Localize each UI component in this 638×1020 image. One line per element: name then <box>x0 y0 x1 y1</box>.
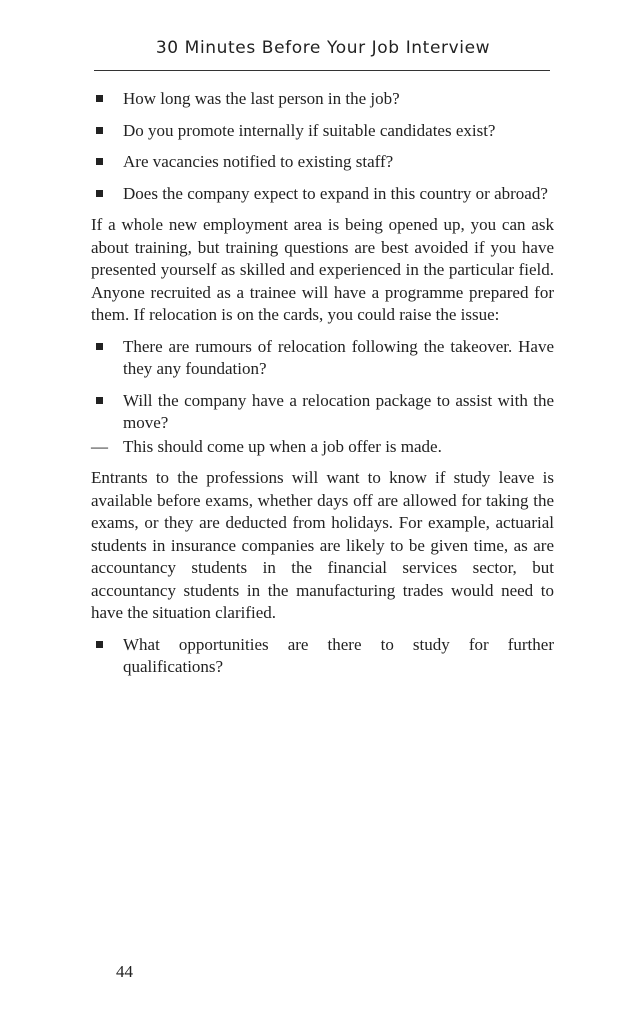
square-bullet-icon <box>91 336 123 358</box>
list-item-text: Does the company expect to expand in this country or abroad? <box>123 183 548 203</box>
list-item <box>91 88 554 111</box>
square-bullet-icon <box>91 183 123 205</box>
list-item <box>91 336 554 381</box>
square-bullet-icon <box>91 151 123 173</box>
em-dash-mark: — <box>91 436 108 456</box>
square-bullet-icon <box>91 120 123 142</box>
square-bullet-icon <box>91 634 123 656</box>
paragraph-study-leave: Entrants to the professions will want to know if study leave is available before exams, whether days off are allowed for taking the exams, or they are deducted from holidays. For example, actuarial students in insurance companies are likely to be given time, as are accountancy students in the financial services sector, but accountancy students in the manufacturing trades would need to have the situation clarified. <box>91 468 554 622</box>
list-item <box>91 151 554 174</box>
square-bullet-icon <box>91 88 123 110</box>
header-rule <box>94 70 550 71</box>
list-item-text: There are rumours of relocation following the takeover. Have they any foundation? <box>123 336 554 378</box>
list-item <box>91 390 554 435</box>
list-item-text: Will the company have a relocation package to assist with the move? <box>123 390 554 432</box>
list-item-text: What opportunities are there to study for further qualifications? <box>123 634 554 676</box>
list-item-text: How long was the last person in the job? <box>123 89 400 108</box>
square-bullet-icon <box>91 390 123 412</box>
dash-note-text: This should come up when a job offer is made. <box>123 436 442 456</box>
page-number: 44 <box>116 962 133 981</box>
list-item <box>91 634 554 679</box>
list-item-text: Are vacancies notified to existing staff? <box>123 152 394 171</box>
dash-note <box>91 436 554 459</box>
list-item <box>91 183 554 206</box>
running-head: 30 Minutes Before Your Job Interview <box>155 38 491 58</box>
page-body <box>91 88 554 688</box>
list-item <box>91 120 554 143</box>
list-item-text: Do you promote internally if suitable candidates exist? <box>123 120 496 140</box>
paragraph-training: If a whole new employment area is being opened up, you can ask about training, but training questions are best avoided if you have presented yourself as skilled and experienced in the particular field. Anyone recruited as a trainee will have a programme prepared for them. If relocation is on the cards, you could raise the issue: <box>91 215 554 324</box>
